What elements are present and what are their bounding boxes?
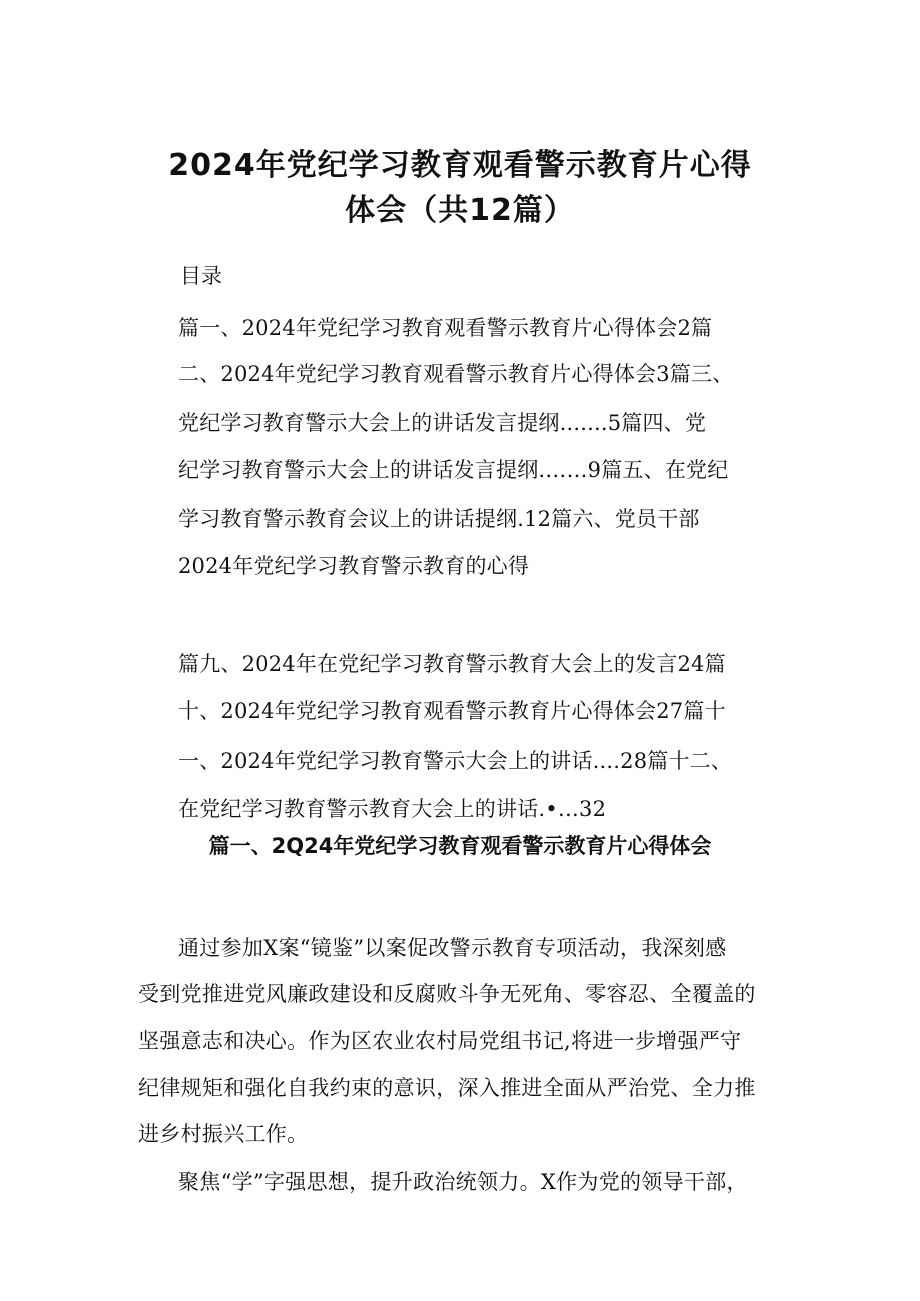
toc-line: 篇一、2024年党纪学习教育观看警示教育片心得体会2篇	[178, 316, 713, 340]
toc-line: 十、2024年党纪学习教育观看警示教育片心得体会27篇十	[178, 699, 726, 723]
toc-line: 党纪学习教育警示大会上的讲话发言提纲.......5篇四、党	[178, 411, 707, 435]
toc-line: 在党纪学习教育警示教育大会上的讲话.•…32	[178, 797, 607, 821]
body-paragraph-line: 聚焦“学”字强思想，提升政治统领力。X作为党的领导干部，	[178, 1170, 748, 1194]
toc-line: 二、2024年党纪学习教育观看警示教育片心得体会3篇三、	[178, 362, 734, 386]
section-heading: 篇一、2Q24年党纪学习教育观看警示教育片心得体会	[208, 834, 712, 858]
toc-line: 学习教育警示教育会议上的讲话提纲.12篇六、党员干部	[178, 507, 700, 531]
toc-heading: 目录	[180, 264, 222, 288]
body-paragraph-line: 进乡村振兴工作。	[138, 1122, 309, 1146]
body-paragraph-line: 坚强意志和决心。作为区农业农村局党组书记,将进一步增强严守	[138, 1029, 742, 1053]
toc-line: 2024年党纪学习教育警示教育的心得	[178, 554, 530, 578]
document-title-line-1: 2024年党纪学习教育观看警示教育片心得	[168, 148, 752, 183]
body-paragraph-line: 受到党推进党风廉政建设和反腐败斗争无死角、零容忍、全覆盖的	[138, 982, 756, 1006]
document-title-line-2: 体会（共12篇）	[345, 193, 575, 228]
toc-line: 纪学习教育警示大会上的讲话发言提纲.……9篇五、在党纪	[178, 458, 729, 482]
toc-line: 篇九、2024年在党纪学习教育警示教育大会上的发言24篇	[178, 652, 726, 676]
body-paragraph-line: 纪律规矩和强化自我约束的意识，深入推进全面从严治党、全力推	[138, 1076, 756, 1100]
toc-line: 一、2024年党纪学习教育警示大会上的讲话....28篇十二、	[178, 749, 733, 773]
body-paragraph-line: 通过参加X案“镜鉴”以案促改警示教育专项活动，我深刻感	[178, 936, 727, 960]
